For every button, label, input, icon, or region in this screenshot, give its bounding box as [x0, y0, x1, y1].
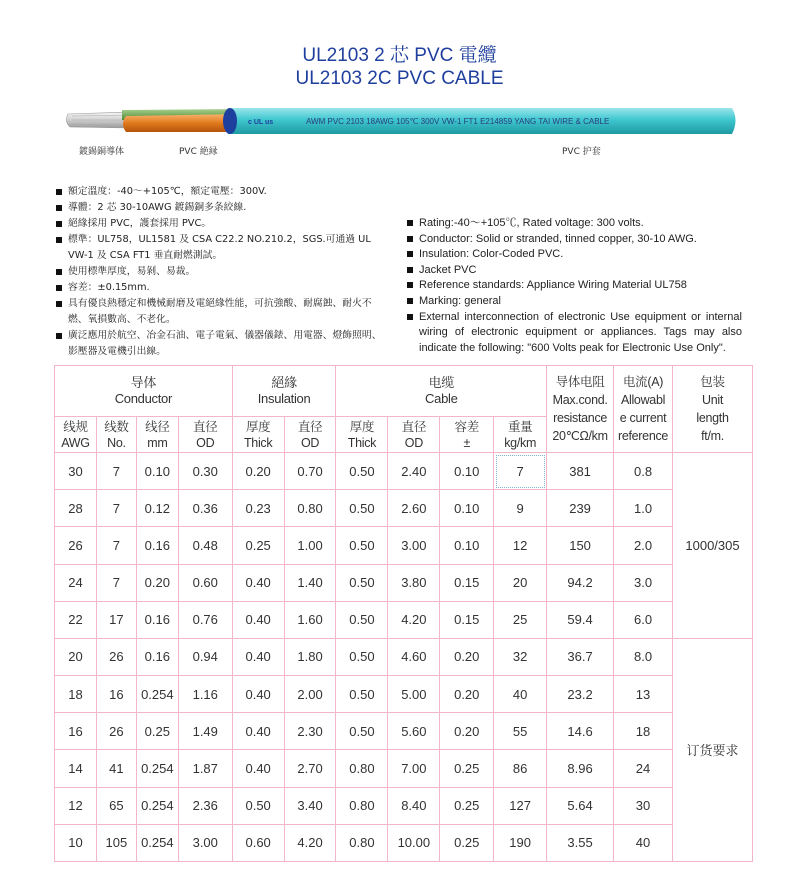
table-row — [55, 564, 753, 601]
table-cell: 0.50 — [336, 601, 388, 638]
table-cell: 0.50 — [336, 713, 388, 750]
table-cell: 24 — [614, 750, 673, 787]
spec-item: 標準：UL758，UL1581 及 CSA C22.2 NO.210.2，SGS.可通過 UL VW-1 及 CSA FT1 垂直耐燃測試。 — [56, 232, 386, 264]
table-cell: 3.00 — [178, 824, 232, 861]
table-cell: 1.60 — [284, 601, 336, 638]
table-row — [55, 490, 753, 527]
table-cell: 0.20 — [440, 713, 494, 750]
table-cell: 7 — [494, 453, 547, 490]
cable-illustration — [60, 100, 740, 140]
table-cell: 10.00 — [388, 824, 440, 861]
table-cell: 0.40 — [232, 676, 284, 713]
column-header: 重量 kg/km — [494, 417, 547, 453]
spec-item: 額定溫度：-40～+105℃，額定電壓：300V. — [56, 184, 386, 200]
spec-item: 絕緣採用 PVC，護套採用 PVC。 — [56, 216, 386, 232]
group-header-cable: 电缆 Cable — [336, 366, 547, 417]
table-cell: 8.40 — [388, 787, 440, 824]
table-cell: 17 — [96, 601, 136, 638]
table-cell: 5.60 — [388, 713, 440, 750]
table-cell: 0.20 — [440, 638, 494, 675]
table-cell: 12 — [55, 787, 97, 824]
table-cell: 14.6 — [547, 713, 614, 750]
column-header: 厚度 Thick — [336, 417, 388, 453]
table-cell: 3.55 — [547, 824, 614, 861]
table-cell: 0.8 — [614, 453, 673, 490]
spec-list-en — [407, 216, 742, 356]
spec-item: 使用標準厚度，易剝、易裁。 — [56, 264, 386, 280]
table-row — [55, 713, 753, 750]
table-cell: 0.23 — [232, 490, 284, 527]
table-cell: 9 — [494, 490, 547, 527]
table-cell: 30 — [614, 787, 673, 824]
table-cell: 150 — [547, 527, 614, 564]
table-cell: 20 — [494, 564, 547, 601]
table-cell: 1.00 — [284, 527, 336, 564]
table-cell: 105 — [96, 824, 136, 861]
table-cell: 0.20 — [440, 676, 494, 713]
table-cell: 0.25 — [440, 750, 494, 787]
table-row — [55, 750, 753, 787]
table-cell: 0.94 — [178, 638, 232, 675]
table-cell: 3.0 — [614, 564, 673, 601]
table-row — [55, 787, 753, 824]
table-cell: 7.00 — [388, 750, 440, 787]
table-cell: 0.30 — [178, 453, 232, 490]
table-cell: 0.15 — [440, 564, 494, 601]
column-header: 线径 mm — [136, 417, 178, 453]
table-cell: 1.80 — [284, 638, 336, 675]
group-header-insulation: 絕緣 Insulation — [232, 366, 336, 417]
column-header: 直径 OD — [178, 417, 232, 453]
table-cell: 23.2 — [547, 676, 614, 713]
conductor-strands — [66, 112, 130, 128]
spec-item: 具有優良熱穩定和機械耐磨及電絕緣性能，可抗強酸、耐腐蝕、耐火不燃、氧損數高、不老化。 — [56, 296, 386, 328]
table-cell: 16 — [96, 676, 136, 713]
table-cell: 1.87 — [178, 750, 232, 787]
table-cell: 5.64 — [547, 787, 614, 824]
table-cell: 0.50 — [336, 527, 388, 564]
table-body — [55, 453, 753, 862]
table-cell: 41 — [96, 750, 136, 787]
table-cell: 24 — [55, 564, 97, 601]
table-cell: 0.20 — [136, 564, 178, 601]
table-cell: 13 — [614, 676, 673, 713]
table-cell: 0.50 — [232, 787, 284, 824]
table-cell: 86 — [494, 750, 547, 787]
cable-marking: AWM PVC 2103 18AWG 105℃ 300V VW-1 FT1 E214859 YANG TAI WIRE & CABLE — [306, 117, 610, 126]
ul-mark: c UL us — [248, 119, 274, 126]
table-cell: 0.12 — [136, 490, 178, 527]
table-cell: 8.0 — [614, 638, 673, 675]
table-cell: 0.16 — [136, 527, 178, 564]
spec-item: 導體：2 芯 30-10AWG 鍍錫銅多条絞線. — [56, 200, 386, 216]
table-cell: 0.40 — [232, 638, 284, 675]
title-en: UL2103 2C PVC CABLE — [295, 68, 504, 89]
table-cell: 0.60 — [178, 564, 232, 601]
table-cell: 0.60 — [232, 824, 284, 861]
table-cell: 6.0 — [614, 601, 673, 638]
table-cell: 3.80 — [388, 564, 440, 601]
spec-list-zh — [56, 184, 386, 360]
table-cell: 26 — [55, 527, 97, 564]
group-header-conductor: 导体 Conductor — [55, 366, 233, 417]
table-cell: 381 — [547, 453, 614, 490]
column-header: 线规 AWG — [55, 417, 97, 453]
table-cell: 12 — [494, 527, 547, 564]
table-cell: 0.25 — [440, 824, 494, 861]
table-cell: 8.96 — [547, 750, 614, 787]
table-cell: 26 — [96, 638, 136, 675]
table-cell: 26 — [96, 713, 136, 750]
table-row — [55, 676, 753, 713]
table-cell: 3.00 — [388, 527, 440, 564]
table-cell: 0.254 — [136, 676, 178, 713]
table-cell: 4.20 — [388, 601, 440, 638]
table-cell: 3.40 — [284, 787, 336, 824]
table-cell: 59.4 — [547, 601, 614, 638]
table-cell: 0.10 — [440, 453, 494, 490]
table-cell: 0.76 — [178, 601, 232, 638]
table-cell: 28 — [55, 490, 97, 527]
table-cell: 2.00 — [284, 676, 336, 713]
table-cell: 22 — [55, 601, 97, 638]
table-cell: 7 — [96, 527, 136, 564]
table-cell: 0.50 — [336, 453, 388, 490]
header-package: 包装 Unit length ft/m. — [673, 366, 753, 453]
table-cell: 0.254 — [136, 750, 178, 787]
table-row — [55, 601, 753, 638]
table-cell: 0.16 — [136, 638, 178, 675]
label-conductor: 鍍錫銅導体 — [79, 147, 125, 157]
table-cell: 0.80 — [284, 490, 336, 527]
table-cell: 30 — [55, 453, 97, 490]
table-cell: 36.7 — [547, 638, 614, 675]
table-cell: 16 — [55, 713, 97, 750]
package-cell: 订货要求 — [673, 638, 753, 861]
table-cell: 65 — [96, 787, 136, 824]
label-insulation: PVC 絶縁 — [179, 147, 218, 157]
spec-item: Insulation: Color-Coded PVC. — [407, 247, 742, 263]
table-cell: 0.80 — [336, 787, 388, 824]
table-cell: 1.49 — [178, 713, 232, 750]
table-cell: 2.0 — [614, 527, 673, 564]
table-cell: 7 — [96, 453, 136, 490]
spec-table — [54, 365, 753, 862]
table-row — [55, 453, 753, 490]
table-cell: 0.25 — [440, 787, 494, 824]
table-cell: 0.48 — [178, 527, 232, 564]
spec-item: Reference standards: Appliance Wiring Material UL758 — [407, 278, 742, 294]
table-cell: 14 — [55, 750, 97, 787]
table-cell: 0.10 — [440, 490, 494, 527]
label-jacket: PVC 护套 — [562, 147, 601, 157]
table-cell: 190 — [494, 824, 547, 861]
column-header: 直径 OD — [284, 417, 336, 453]
table-row — [55, 527, 753, 564]
package-cell: 1000/305 — [673, 453, 753, 639]
table-cell: 0.40 — [232, 564, 284, 601]
spec-item: 廣泛應用於航空、冶金石油、電子電氣、儀器儀錶、用電器、燈飾照明、影壓器及電機引出線。 — [56, 328, 386, 360]
spec-item: Conductor: Solid or stranded, tinned copper, 30-10 AWG. — [407, 232, 742, 248]
table-cell: 4.60 — [388, 638, 440, 675]
table-cell: 127 — [494, 787, 547, 824]
table-cell: 55 — [494, 713, 547, 750]
title-zh: UL2103 2 芯 PVC 電纜 — [302, 45, 497, 66]
table-cell: 2.60 — [388, 490, 440, 527]
table-cell: 0.20 — [232, 453, 284, 490]
column-header: 直径 OD — [388, 417, 440, 453]
table-cell: 5.00 — [388, 676, 440, 713]
table-cell: 239 — [547, 490, 614, 527]
table-cell: 0.25 — [136, 713, 178, 750]
table-cell: 0.70 — [284, 453, 336, 490]
spec-item: Jacket PVC — [407, 263, 742, 279]
table-cell: 32 — [494, 638, 547, 675]
spec-item: Rating:-40～+105℃, Rated voltage: 300 volts. — [407, 216, 742, 232]
table-cell: 0.50 — [336, 564, 388, 601]
table-cell: 0.10 — [440, 527, 494, 564]
table-cell: 18 — [614, 713, 673, 750]
table-cell: 2.36 — [178, 787, 232, 824]
table-cell: 2.40 — [388, 453, 440, 490]
table-cell: 0.16 — [136, 601, 178, 638]
table-cell: 18 — [55, 676, 97, 713]
table-cell: 0.36 — [178, 490, 232, 527]
table-cell: 2.30 — [284, 713, 336, 750]
table-cell: 0.40 — [232, 750, 284, 787]
table-cell: 40 — [494, 676, 547, 713]
table-cell: 4.20 — [284, 824, 336, 861]
table-row — [55, 638, 753, 675]
table-cell: 20 — [55, 638, 97, 675]
table-row — [55, 824, 753, 861]
table-cell: 0.25 — [232, 527, 284, 564]
table-cell: 0.254 — [136, 787, 178, 824]
table-cell: 1.40 — [284, 564, 336, 601]
table-cell: 2.70 — [284, 750, 336, 787]
table-cell: 0.15 — [440, 601, 494, 638]
spec-item: Marking: general — [407, 294, 742, 310]
column-header: 容差 ± — [440, 417, 494, 453]
table-cell: 0.40 — [232, 713, 284, 750]
table-cell: 0.254 — [136, 824, 178, 861]
table-cell: 0.50 — [336, 638, 388, 675]
column-header: 厚度 Thick — [232, 417, 284, 453]
spec-item: External interconnection of electronic Use equipment or internal wiring of electronic equipment or appliances. Tags may also indicate the following: "600 Volts peak for Electronic Use Only". — [407, 310, 742, 357]
header-current: 电流(A) Allowabl e current reference — [614, 366, 673, 453]
table-cell: 10 — [55, 824, 97, 861]
column-header: 线数 No. — [96, 417, 136, 453]
table-cell: 1.16 — [178, 676, 232, 713]
table-cell: 7 — [96, 564, 136, 601]
table-cell: 0.10 — [136, 453, 178, 490]
table-cell: 40 — [614, 824, 673, 861]
table-cell: 1.0 — [614, 490, 673, 527]
spec-item: 容差：±0.15mm. — [56, 280, 386, 296]
table-cell: 94.2 — [547, 564, 614, 601]
table-cell: 0.80 — [336, 824, 388, 861]
header-resistance: 导体电阻 Max.cond. resistance 20℃Ω/km — [547, 366, 614, 453]
table-cell: 0.40 — [232, 601, 284, 638]
table-cell: 7 — [96, 490, 136, 527]
table-cell: 0.50 — [336, 490, 388, 527]
table-cell: 0.50 — [336, 676, 388, 713]
table-cell: 25 — [494, 601, 547, 638]
table-cell: 0.80 — [336, 750, 388, 787]
